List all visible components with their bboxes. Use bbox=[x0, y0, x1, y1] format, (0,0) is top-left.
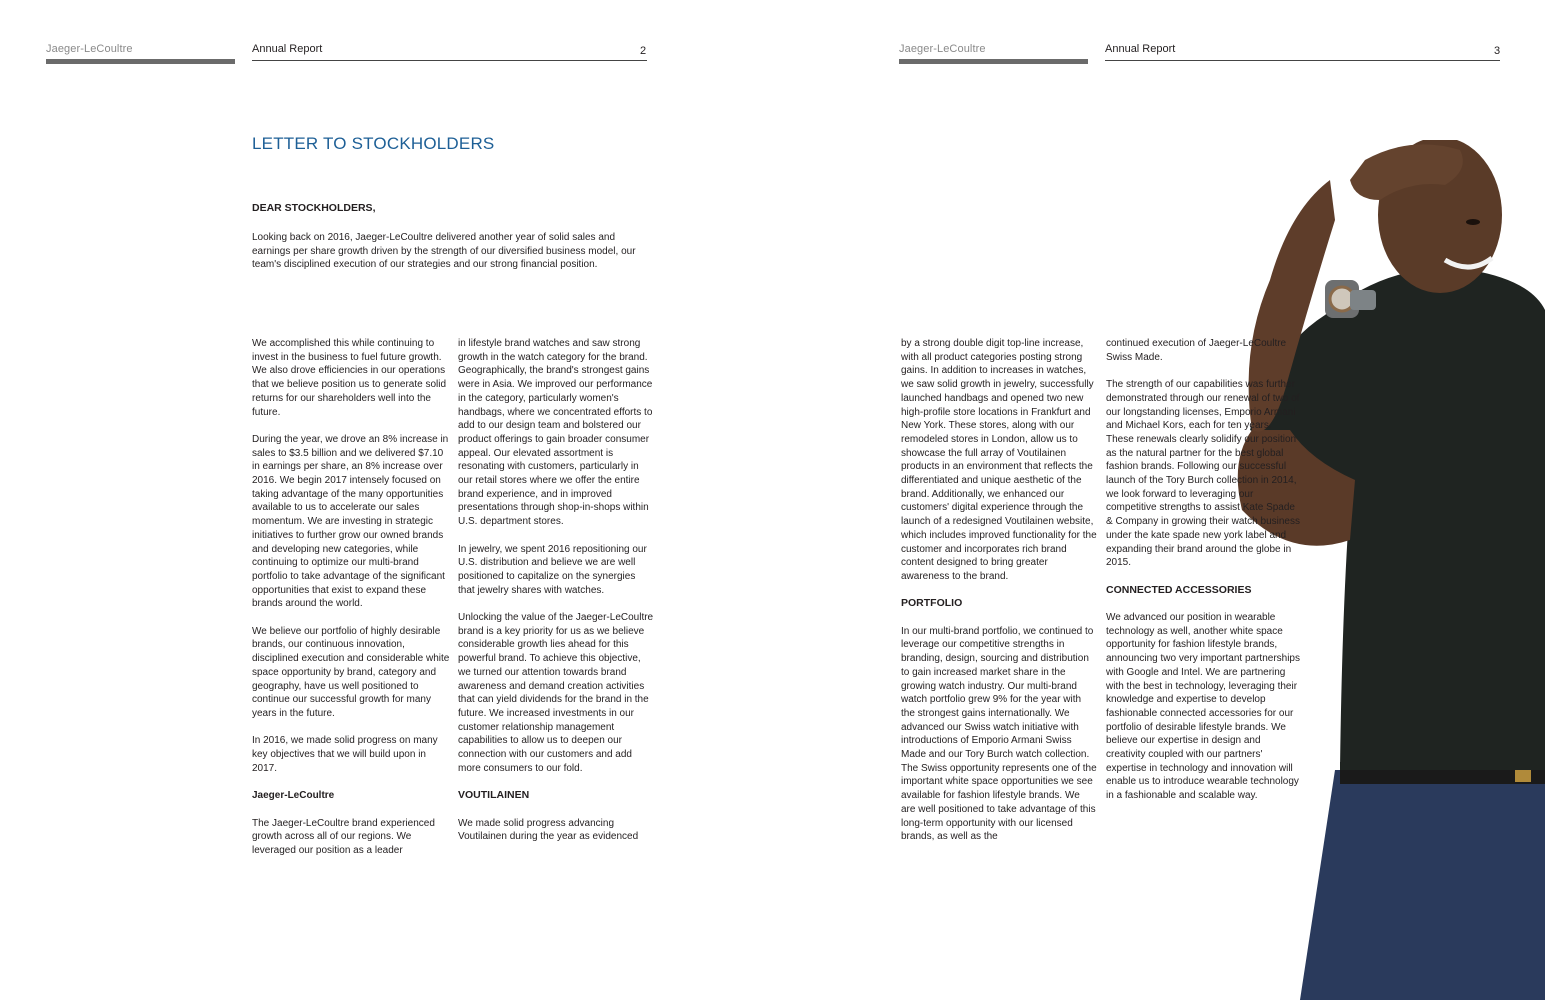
section-subheading: Jaeger-LeCoultre bbox=[252, 790, 335, 802]
paragraph: in lifestyle brand watches and saw strong growth in the watch category for the brand. Geographically, the brand's strongest gains were in Asia. We improved our performance in the category, particularly women's handbags, where we concentrated efforts to add to our design team and bolstered our product offerings to gain broader consumer appeal. Our elevated assortment is resonating with customers, particularly in our retail stores where we offer the entire brand experience, and in improved presentations through shop-in-shops within U.S. department stores. bbox=[458, 338, 653, 528]
page-title: LETTER TO STOCKHOLDERS bbox=[252, 134, 495, 153]
section-heading: PORTFOLIO bbox=[901, 597, 963, 610]
paragraph: We accomplished this while continuing to invest in the business to fuel future growth. We also drove efficiencies in our operations that we believe position us to generate solid returns for our shareholders well into the future. bbox=[252, 338, 447, 418]
jeans-shape bbox=[1300, 770, 1545, 1000]
section-heading: VOUTILAINEN bbox=[458, 789, 530, 802]
left-column-2 bbox=[458, 337, 654, 858]
left-column-1 bbox=[252, 337, 450, 871]
brand-name-left: Jaeger-LeCoultre bbox=[46, 43, 133, 55]
header-rule-left bbox=[252, 60, 647, 61]
salutation: DEAR STOCKHOLDERS, bbox=[252, 202, 376, 214]
paragraph: We believe our portfolio of highly desirable brands, our continuous innovation, disciplined execution and considerable white space opportunity by brand, category and geography, have us well positioned to continue our successful growth for many years in the future. bbox=[252, 625, 450, 719]
intro-paragraph: Looking back on 2016, Jaeger-LeCoultre delivered another year of solid sales and earnings per share growth driven by the strength of our diversified business model, our team's disciplined execution of our strategies and our strong financial position. bbox=[252, 232, 636, 271]
paragraph: We advanced our position in wearable technology as well, another white space opportunity for fashion lifestyle brands, announcing two very important partnerships with Google and Intel. We are partnering with the best in technology, leveraging their knowledge and expertise to develop fashionable connected accessories for our portfolio of desirable lifestyle brands. We believe our expertise in design and creativity coupled with our partners' expertise in technology and innovation will enable us to introduce wearable technology in a fashionable and scalable way. bbox=[1106, 612, 1300, 802]
paragraph: The Jaeger-LeCoultre brand experienced growth across all of our regions. We leveraged our position as a leader bbox=[252, 817, 435, 856]
brand-bar-left bbox=[46, 59, 235, 64]
paragraph: In jewelry, we spent 2016 repositioning our U.S. distribution and believe we are well positioned to capitalize on the synergies that jewelry shares with watches. bbox=[458, 543, 647, 596]
report-title-right: Annual Report bbox=[1105, 43, 1176, 55]
paragraph: We made solid progress advancing Voutilainen during the year as evidenced bbox=[458, 817, 639, 843]
paragraph: continued execution of Jaeger-LeCoultre Swiss Made. bbox=[1106, 338, 1287, 363]
brand-bar-right bbox=[899, 59, 1088, 64]
paragraph: In 2016, we made solid progress on many key objectives that we will build upon in 2017. bbox=[252, 735, 438, 774]
page-number-left: 2 bbox=[640, 45, 647, 57]
paragraph: In our multi-brand portfolio, we continued to leverage our competitive strengths in branding, design, sourcing and distribution to gain increased market share in the growing watch industry. Our multi-brand watch portfolio grew 9% for the year with the strongest gains internationally. We advanced our Swiss watch initiative with introductions of Emporio Armani Swiss Made and our Tory Burch watch collection. The Swiss opportunity represents one of the important white space opportunities we see available for fashion lifestyle brands. We are well positioned to take advantage of this long-term opportunity with our licensed brands, as well as the bbox=[901, 625, 1097, 843]
paragraph: Unlocking the value of the Jaeger-LeCoultre brand is a key priority for us as we believe considerable growth lies ahead for this powerful brand. To achieve this objective, we turned our attention towards brand awareness and demand creation activities that can yield dividends for the brand in the future. We increased investments in our customer relationship management capabilities to allow us to deepen our connection with our customers and add more consumers to our fold. bbox=[458, 612, 654, 774]
brand-name-right: Jaeger-LeCoultre bbox=[899, 43, 986, 55]
header-rule-right bbox=[1105, 60, 1500, 61]
page-number-right: 3 bbox=[1494, 45, 1501, 57]
paragraph: The strength of our capabilities was further demonstrated through our renewal of two of our longstanding licenses, Emporio Armani and Michael Kors, each for ten years. These renewals clearly solidify our position as the natural partner for the best global fashion brands. Following our successful launch of the Tory Burch collection in 2014, we look forward to leveraging our competitive strengths to assist Kate Spade & Company in growing their watch business under the kate spade new york label and expanding their brand around the globe in 2015. bbox=[1106, 379, 1300, 569]
report-title-left: Annual Report bbox=[252, 43, 323, 55]
right-column-1 bbox=[901, 337, 1097, 858]
paragraph: by a strong double digit top-line increase, with all product categories posting strong gains. In addition to increases in watches, we saw solid growth in jewelry, successfully launched handbags and opened two new high-profile store locations in Frankfurt and New York. These stores, along with our remodeled stores in London, allow us to showcase the full array of Voutilainen products in an environment that reflects the differentiated and unique aesthetic of the brand. Additionally, we enhanced our customers' digital experience through the launch of a redesigned Voutilainen website, which includes improved functionality for the customer and incorporates rich brand content designed to bring greater awareness to the brand. bbox=[901, 338, 1097, 582]
right-column-2 bbox=[1106, 337, 1302, 817]
paragraph: During the year, we drove an 8% increase in sales to $3.5 billion and we delivered $7.10 in earnings per share, an 8% increase over 2016. We begin 2017 intensely focused on taking advantage of the many opportunities available to us to accelerate our sales momentum. We are investing in strategic initiatives to further grow our owned brands and developing new categories, while continuing to optimize our multi-brand portfolio to take advantage of the significant opportunities that exist to expand these brands around the world. bbox=[252, 433, 449, 610]
section-heading: CONNECTED ACCESSORIES bbox=[1106, 583, 1252, 596]
